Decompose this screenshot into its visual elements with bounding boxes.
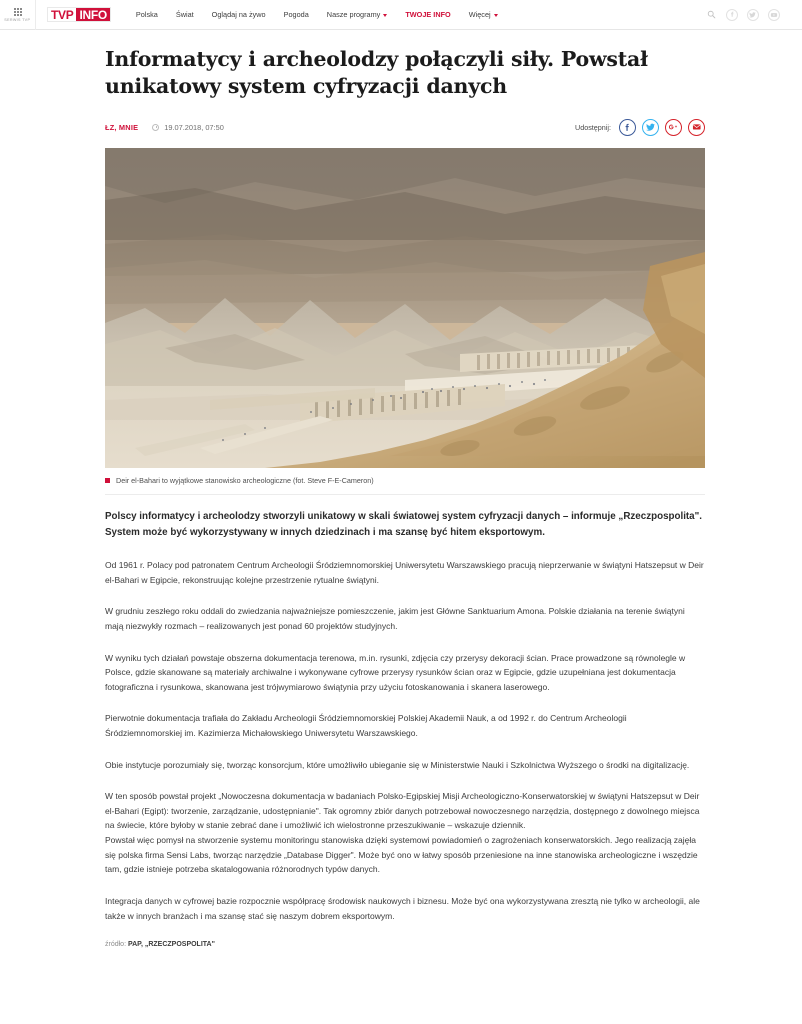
grid-icon: [14, 8, 22, 16]
article-container: [105, 46, 705, 948]
article-hero-photo: [105, 148, 705, 468]
share-google-plus-button[interactable]: [665, 119, 682, 136]
nav-item-ogladaj-na-zywo[interactable]: [203, 10, 275, 19]
page-body: [0, 30, 802, 948]
logo-info-text: INFO: [76, 8, 109, 21]
nav-item-wiecej[interactable]: [460, 10, 507, 19]
main-nav: [127, 10, 507, 19]
article-paragraph: Obie instytucje porozumiały się, tworząc konsorcjum, które umożliwiło ubieganie się w Ministerstwie Nauki i Szkolnictwa Wyższego o środki na digitalizację.: [105, 759, 690, 770]
youtube-icon[interactable]: [768, 9, 780, 21]
article-paragraph: Powstał więc pomysł na stworzenie systemu monitoringu stanowiska dzięki systemowi powiadomień o zagrożeniach konserwatorskich. Jego realizacją zajęła się polska firma Sensi Labs, tworząc narzędzie „Database Digger". Może być ono w łatwy sposób przeniesione na inne stanowiska archeologiczne i wszędzie tam, gdzie istnieje potrzeba skatalogowania różnorodnych typów danych.: [105, 835, 698, 875]
nav-label: Oglądaj na żywo: [211, 10, 266, 19]
share-twitter-button[interactable]: [642, 119, 659, 136]
share-bar: [575, 119, 705, 136]
article-lead: Polscy informatycy i archeolodzy stworzyli unikatowy w skali światowej system cyfryzacji danych – informuje „Rzeczpospolita". System może być wykorzystywany w innych dziedzinach i ma szansę być hitem eksportowym.: [105, 511, 703, 539]
article-date: 19.07.2018, 07:50: [164, 122, 224, 132]
navbar-utility-icons: [705, 9, 802, 21]
article-paragraph: Integracja danych w cyfrowej bazie rozpocznie współpracę środowisk naukowych i biznesu. Może być ona wykorzystywana zresztą nie tylko w archeologii, ale także w innych branżach i ma szansę stać się naszym dobrem eksportowym.: [105, 895, 700, 921]
article-paragraph: Od 1961 r. Polacy pod patronatem Centrum Archeologii Śródziemnomorskiej Uniwersytetu Warszawskiego pracują nieprzerwanie w świątyni Hatszepsut w Deir el-Bahari w Egipcie, rekonstruując kolejne przestrzenie rytualne świątyni.: [105, 560, 704, 585]
chevron-down-icon: [494, 14, 498, 17]
top-navbar: [0, 0, 802, 30]
tvp-info-logo[interactable]: [47, 7, 111, 22]
nav-label: TWOJE INFO: [405, 10, 451, 19]
nav-item-swiat[interactable]: [167, 10, 203, 19]
nav-label: Więcej: [468, 10, 491, 19]
article-author: ŁZ, MNIE: [105, 122, 139, 132]
caption-bullet-icon: [105, 478, 110, 483]
share-email-button[interactable]: [688, 119, 705, 136]
caption-text: Deir el-Bahari to wyjątkowe stanowisko archeologiczne (fot. Steve F-E-Cameron): [116, 476, 374, 486]
nav-label: Pogoda: [283, 10, 309, 19]
photo-caption: [105, 468, 705, 495]
search-icon[interactable]: [705, 9, 717, 21]
article-paragraph: W grudniu zeszłego roku oddali do zwiedzania najważniejsze pomieszczenie, jakim jest Główne Sanktuarium Amona. Polskie działania na terenie świątyni mają niezwykły rozmach – realizowanych jest ponad 60 projektów studyjnych.: [105, 606, 685, 631]
nav-label: Świat: [175, 10, 194, 19]
article-source: [105, 941, 705, 948]
article-meta: [105, 116, 705, 138]
article-paragraph: W wyniku tych działań powstaje obszerna dokumentacja terenowa, m.in. rysunki, zdjęcia czy przerysy dekoracji ścian. Prace prowadzone są równolegle w Polsce, gdzie skanowane są materiały archiwalne i wykonywane cyfrowe przerysy rysunków ścian oraz w Egipcie, gdzie uzupełniana jest dokumentacja fotograficzna i rysunkowa, skanowana jest trójwymiarowo świątynia przy użyciu fotoskanowania i skanera laserowego.: [105, 652, 686, 692]
source-prefix: źródło:: [105, 941, 127, 949]
nav-label: Nasze programy: [326, 10, 381, 19]
serwis-tvp-menu-button[interactable]: [0, 0, 36, 30]
article-paragraph: W ten sposób powstał projekt „Nowoczesna dokumentacja w badaniach Polsko-Egipskiej Misji Archeologiczno-Konserwatorskiej w świątyni Hatszepsut w Deir el-Bahari (Egipt): tworzenie, zarządzanie, udostępnianie". Tak ogromny zbiór danych potrzebował nowoczesnego narzędzia, dostępnego z dowolnego miejsca na świecie, które byłoby w stanie zebrać dane i umożliwić ich wielostronne przeszukiwanie – wskazuje dziennik.: [105, 791, 700, 831]
share-facebook-button[interactable]: [619, 119, 636, 136]
article-paragraph: Pierwotnie dokumentacja trafiała do Zakładu Archeologii Śródziemnomorskiej Polskiej Akademii Nauk, a od 1992 r. do Centrum Archeologii Śródziemnomorskiej im. Kazimierza Michałowskiego Uniwersytetu Warszawskiego.: [105, 713, 627, 739]
twitter-icon[interactable]: [747, 9, 759, 21]
nav-item-twoje-info[interactable]: [396, 10, 459, 19]
chevron-down-icon: [383, 14, 387, 17]
hero-photo-illustration: [105, 148, 705, 468]
source-value: PAP, „RZECZPOSPOLITA": [127, 941, 215, 949]
facebook-icon[interactable]: [726, 9, 738, 21]
nav-item-pogoda[interactable]: [275, 10, 318, 19]
serwis-tvp-label: SERWIS TVP: [4, 17, 31, 22]
nav-item-polska[interactable]: [127, 10, 167, 19]
clock-icon: [152, 124, 159, 131]
share-label: Udostępnij:: [575, 122, 611, 132]
nav-item-nasze-programy[interactable]: [318, 10, 397, 19]
logo-tvp-text: TVP: [48, 8, 76, 21]
page-title: Informatycy i archeolodzy połączyli siły. Powstał unikatowy system cyfryzacji danych: [105, 47, 648, 99]
nav-label: Polska: [135, 10, 158, 19]
